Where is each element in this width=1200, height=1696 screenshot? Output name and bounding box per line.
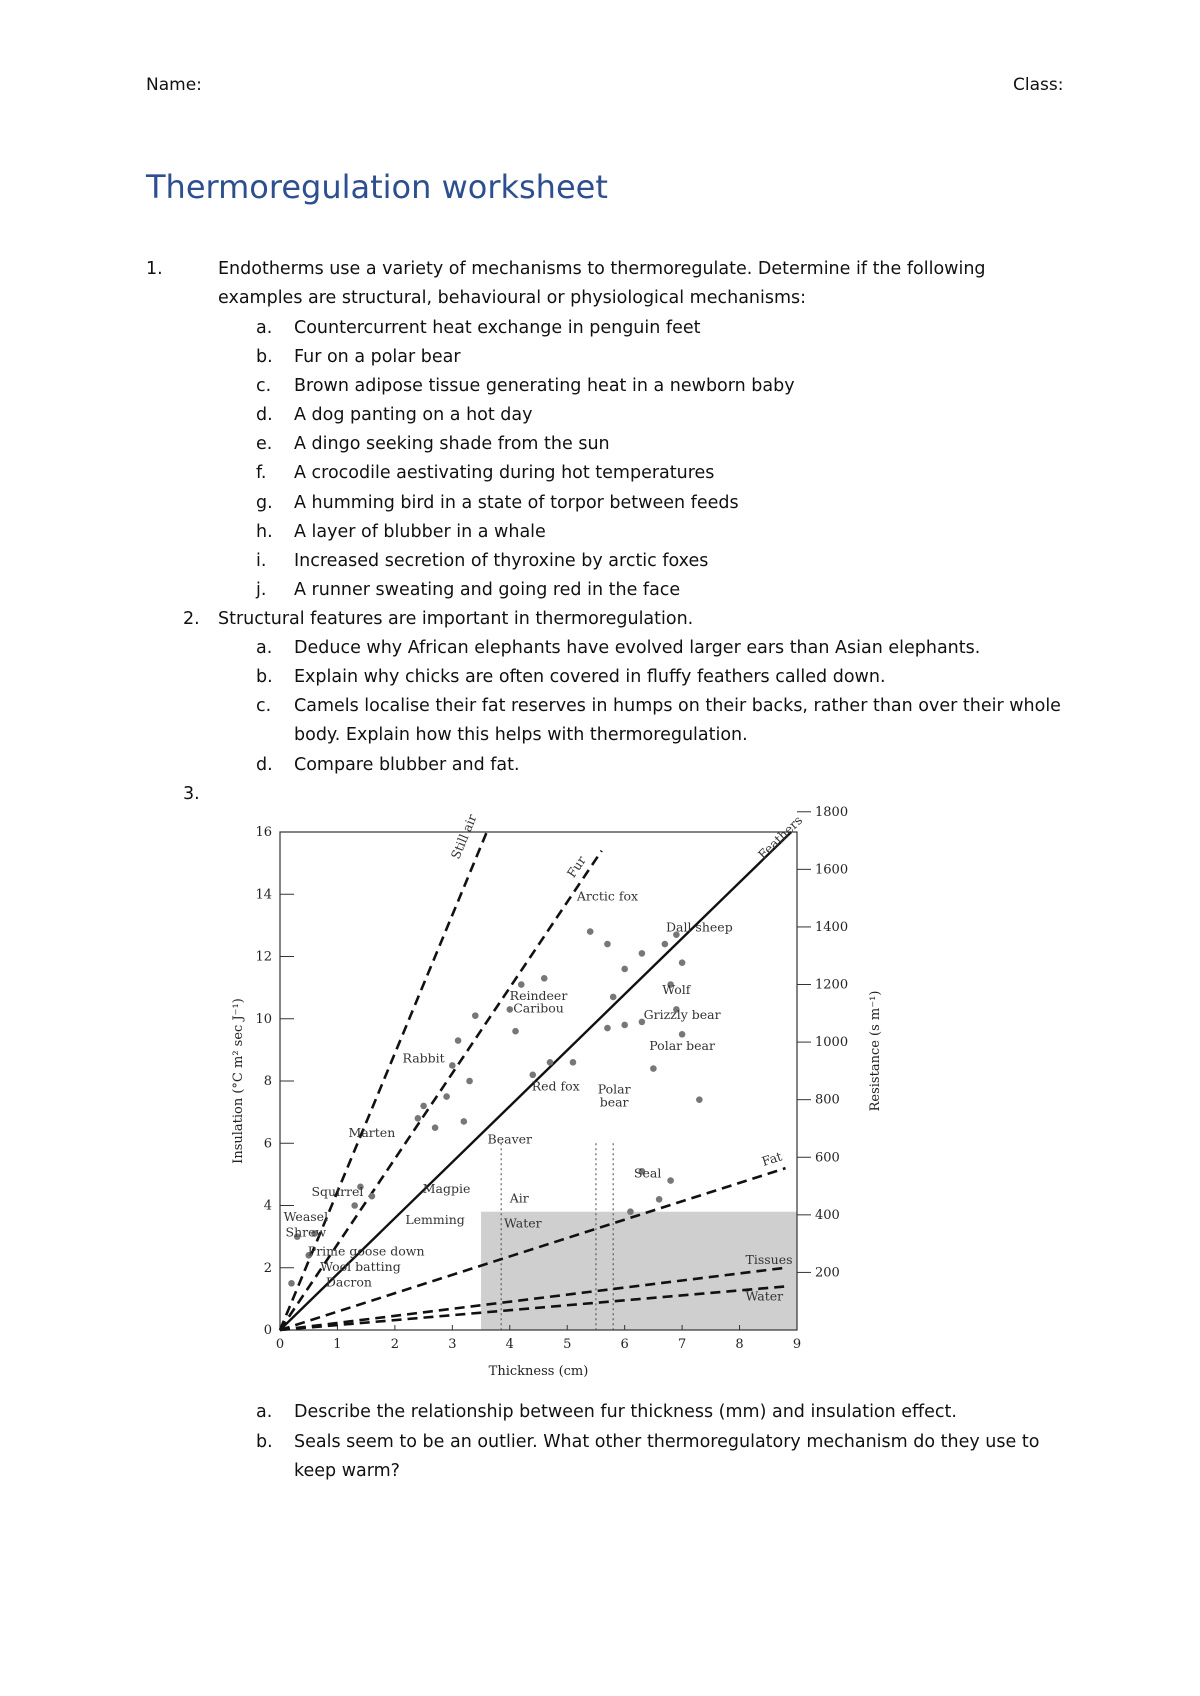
y2-tick-label: 1600 bbox=[815, 862, 849, 878]
item-letter: a. bbox=[256, 638, 273, 658]
x-tick-label: 5 bbox=[563, 1337, 572, 1352]
data-point bbox=[696, 1096, 703, 1103]
y-tick-label: 4 bbox=[263, 1198, 272, 1214]
line-label: Water bbox=[745, 1288, 784, 1304]
question-number: 3. bbox=[183, 784, 200, 804]
group-label: Squirrel bbox=[311, 1184, 364, 1200]
item-text: Countercurrent heat exchange in penguin feet bbox=[294, 318, 701, 338]
data-point bbox=[443, 1093, 450, 1100]
class-label: Class: bbox=[1013, 75, 1064, 95]
group-label: Wool batting bbox=[320, 1258, 401, 1274]
data-point bbox=[472, 1012, 479, 1019]
data-point bbox=[449, 1062, 456, 1069]
line-label: Fur bbox=[563, 853, 589, 881]
item-letter: a. bbox=[256, 318, 273, 338]
data-point bbox=[547, 1059, 554, 1066]
y-axis-label: Insulation (°C m² sec J⁻¹) bbox=[231, 998, 246, 1164]
question-number: 1. bbox=[146, 259, 163, 279]
group-label: Polar bear bbox=[649, 1037, 715, 1053]
insulation-chart bbox=[220, 804, 900, 1385]
y2-tick-label: 400 bbox=[815, 1207, 840, 1223]
item-letter: b. bbox=[256, 667, 273, 687]
item-letter: b. bbox=[256, 1432, 273, 1452]
x-tick-label: 6 bbox=[620, 1337, 629, 1352]
data-point bbox=[570, 1059, 577, 1066]
item-text: A dingo seeking shade from the sun bbox=[294, 434, 610, 454]
item-text: A layer of blubber in a whale bbox=[294, 522, 546, 542]
y2-tick-label: 800 bbox=[815, 1092, 840, 1108]
data-point bbox=[541, 975, 548, 982]
group-label: Caribou bbox=[513, 1000, 564, 1016]
item-letter: a. bbox=[256, 1402, 273, 1422]
group-label: Shrew bbox=[285, 1224, 327, 1240]
group-label: bear bbox=[599, 1094, 629, 1110]
item-letter: b. bbox=[256, 347, 273, 367]
group-label: Dall sheep bbox=[665, 919, 733, 935]
group-label: Prime goose down bbox=[307, 1243, 425, 1259]
data-point bbox=[587, 928, 594, 935]
data-point bbox=[369, 1193, 376, 1200]
item-text: Camels localise their fat reserves in humps on their backs, rather than over their whole body. Explain how this helps with thermoregulation. bbox=[294, 696, 1061, 745]
y2-tick-label: 200 bbox=[815, 1265, 840, 1281]
group-label: Seal bbox=[633, 1165, 662, 1181]
item-letter: j. bbox=[256, 580, 267, 600]
line-label: Still air bbox=[447, 812, 480, 862]
group-label: Weasel bbox=[283, 1209, 329, 1225]
item-text: A humming bird in a state of torpor between feeds bbox=[294, 493, 739, 513]
y-tick-label: 8 bbox=[263, 1074, 272, 1089]
worksheet-title: Thermoregulation worksheet bbox=[146, 168, 608, 206]
data-point bbox=[662, 941, 669, 948]
y2-tick-label: 1000 bbox=[815, 1035, 849, 1051]
y-tick-label: 0 bbox=[263, 1323, 272, 1338]
x-tick-label: 8 bbox=[735, 1337, 744, 1352]
question-text: Endotherms use a variety of mechanisms to thermoregulate. Determine if the following examples are structural, behavioural or physiological mechanisms: bbox=[218, 259, 986, 308]
item-letter: c. bbox=[256, 376, 272, 396]
item-text: Fur on a polar bear bbox=[294, 347, 461, 367]
item-text: Compare blubber and fat. bbox=[294, 755, 520, 775]
item-text: A crocodile aestivating during hot temperatures bbox=[294, 463, 715, 483]
group-label: Lemming bbox=[405, 1212, 465, 1228]
x-axis-label: Thickness (cm) bbox=[488, 1364, 589, 1379]
data-point bbox=[679, 1031, 686, 1038]
group-label: Polar bbox=[597, 1081, 631, 1097]
item-text: Describe the relationship between fur thickness (mm) and insulation effect. bbox=[294, 1402, 957, 1422]
line-label: Tissues bbox=[745, 1251, 793, 1267]
data-point bbox=[466, 1078, 473, 1085]
y2-tick-label: 1200 bbox=[815, 977, 849, 993]
y2-tick-label: 1400 bbox=[815, 919, 849, 935]
group-label: Beaver bbox=[487, 1131, 533, 1147]
group-label: Arctic fox bbox=[576, 888, 639, 904]
data-point bbox=[420, 1103, 427, 1110]
group-label: Red fox bbox=[531, 1078, 580, 1094]
data-point bbox=[415, 1115, 422, 1122]
data-point bbox=[667, 1177, 674, 1184]
data-point bbox=[621, 1022, 628, 1029]
item-letter: f. bbox=[256, 463, 267, 483]
y2-tick-label: 600 bbox=[815, 1150, 840, 1166]
group-label: Grizzly bear bbox=[643, 1006, 721, 1022]
item-text: Deduce why African elephants have evolved larger ears than Asian elephants. bbox=[294, 638, 981, 658]
y-tick-label: 14 bbox=[255, 887, 272, 903]
item-text: Explain why chicks are often covered in fluffy feathers called down. bbox=[294, 667, 886, 687]
y-tick-label: 12 bbox=[255, 949, 272, 965]
item-letter: h. bbox=[256, 522, 273, 542]
item-letter: i. bbox=[256, 551, 267, 571]
group-label: Reindeer bbox=[509, 988, 568, 1004]
data-point bbox=[518, 981, 525, 988]
item-text: A runner sweating and going red in the face bbox=[294, 580, 681, 600]
item-letter: d. bbox=[256, 755, 273, 775]
data-point bbox=[432, 1124, 439, 1131]
item-letter: d. bbox=[256, 405, 273, 425]
data-point bbox=[512, 1028, 519, 1035]
question-number: 2. bbox=[183, 609, 200, 629]
data-point bbox=[627, 1208, 634, 1215]
y-tick-label: 16 bbox=[255, 825, 272, 840]
group-label: Rabbit bbox=[402, 1050, 445, 1066]
data-point bbox=[461, 1118, 468, 1125]
x-tick-label: 0 bbox=[275, 1337, 285, 1352]
item-text: Increased secretion of thyroxine by arctic foxes bbox=[294, 551, 709, 571]
x-tick-label: 4 bbox=[505, 1337, 514, 1352]
line-label: Fat bbox=[759, 1148, 784, 1170]
data-point bbox=[604, 1025, 611, 1032]
data-point bbox=[529, 1071, 536, 1078]
group-label: Marten bbox=[348, 1125, 396, 1141]
y-tick-label: 10 bbox=[255, 1011, 272, 1027]
data-point bbox=[679, 959, 686, 966]
air-label: Air bbox=[509, 1190, 529, 1206]
water-label: Water bbox=[504, 1215, 542, 1231]
item-text: A dog panting on a hot day bbox=[294, 405, 533, 425]
x-tick-label: 9 bbox=[792, 1337, 802, 1352]
x-tick-label: 2 bbox=[390, 1337, 400, 1352]
data-point bbox=[656, 1196, 663, 1203]
line-label: Feathers bbox=[754, 812, 806, 863]
x-tick-label: 3 bbox=[448, 1337, 457, 1352]
group-label: Dacron bbox=[325, 1274, 372, 1290]
group-label: Magpie bbox=[422, 1181, 471, 1197]
data-point bbox=[650, 1065, 657, 1072]
group-label: Wolf bbox=[662, 981, 691, 997]
data-point bbox=[506, 1006, 513, 1013]
data-point bbox=[621, 966, 628, 973]
data-point bbox=[288, 1280, 295, 1287]
data-point bbox=[604, 941, 611, 948]
x-tick-label: 7 bbox=[677, 1337, 687, 1352]
data-point bbox=[351, 1202, 358, 1209]
x-tick-label: 1 bbox=[333, 1337, 342, 1352]
data-point bbox=[455, 1037, 462, 1044]
item-text: Brown adipose tissue generating heat in a newborn baby bbox=[294, 376, 795, 396]
y-tick-label: 2 bbox=[263, 1260, 272, 1276]
item-letter: g. bbox=[256, 493, 273, 513]
data-point bbox=[610, 994, 617, 1001]
item-text: Seals seem to be an outlier. What other thermoregulatory mechanism do they use to keep warm? bbox=[294, 1432, 1040, 1481]
name-label: Name: bbox=[146, 75, 202, 95]
data-point bbox=[639, 950, 646, 957]
item-letter: c. bbox=[256, 696, 272, 716]
y2-tick-label: 1800 bbox=[815, 804, 849, 820]
question-text: Structural features are important in thermoregulation. bbox=[218, 609, 694, 629]
y2-axis-label: Resistance (s m⁻¹) bbox=[868, 990, 883, 1112]
item-letter: e. bbox=[256, 434, 273, 454]
y-tick-label: 6 bbox=[263, 1136, 272, 1152]
